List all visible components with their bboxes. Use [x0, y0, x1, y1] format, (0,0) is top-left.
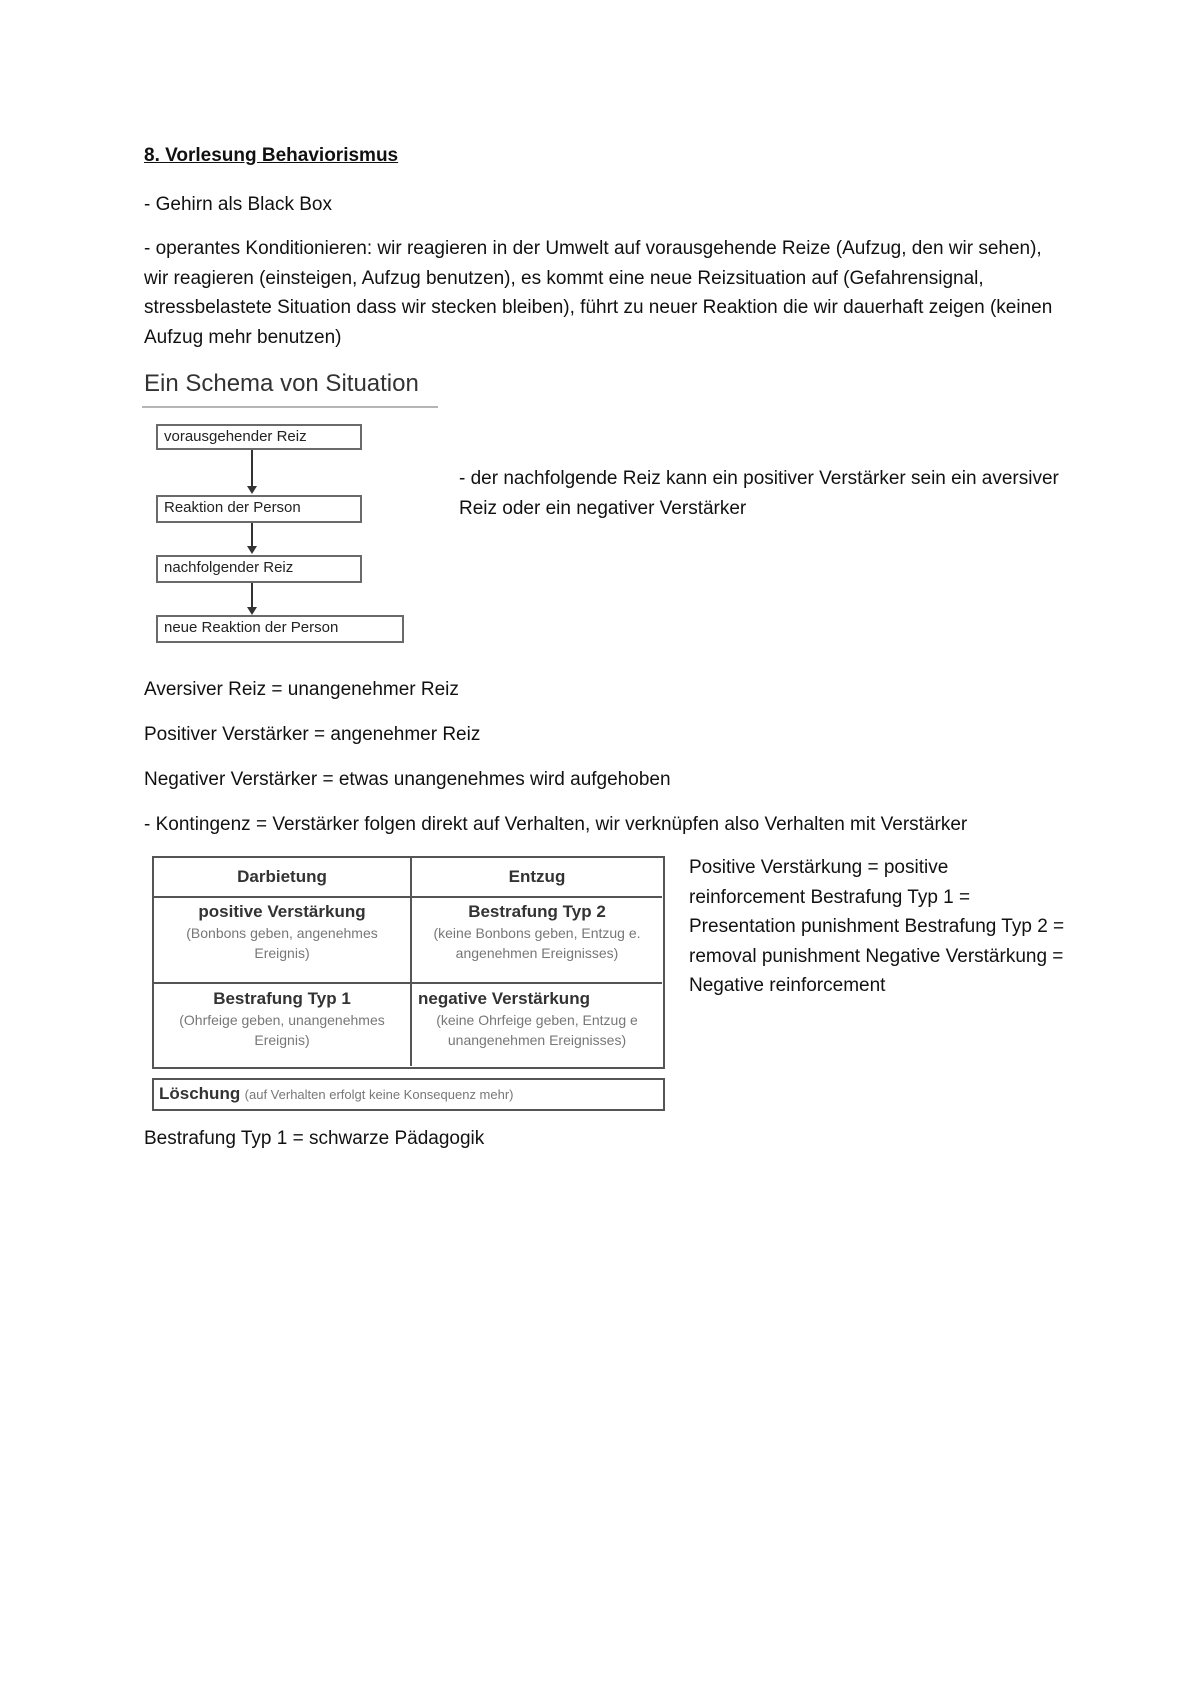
- table-header: Darbietung: [237, 867, 327, 886]
- schema-step: vorausgehender Reiz: [156, 424, 362, 450]
- table-cell-sub: (Bonbons geben, angenehmes Ereignis): [186, 925, 378, 961]
- schema-arrow-head: [247, 607, 257, 615]
- bullet-contingency: - Kontingenz = Verstärker folgen direkt auf Verhalten, wir verknüpfen also Verhalten mit Verstärker: [144, 814, 968, 835]
- table-cell-sub: (Ohrfeige geben, unangenehmes Ereignis): [179, 1012, 385, 1048]
- loeschung-note: (auf Verhalten erfolgt keine Konsequenz mehr): [244, 1087, 514, 1102]
- schema-arrow: [251, 583, 253, 607]
- schema-figure: [140, 370, 440, 650]
- schema-arrow-head: [247, 546, 257, 554]
- schema-arrow-head: [247, 486, 257, 494]
- table-divider: [154, 982, 662, 984]
- table-cell-title: Bestrafung Typ 2: [468, 902, 606, 921]
- table-cell-title: negative Verstärkung: [418, 989, 590, 1008]
- table-cell: [154, 988, 410, 1050]
- paragraph-operant-conditioning: - operantes Konditionieren: wir reagieren in der Umwelt auf vorausgehende Reize (Aufzug, den wir sehen), wir reagieren (einsteigen, Aufzug benutzen), es kommt eine neue Reizsituation auf (Gefahrensignal, stressbelastete Situation dass wir stecken bleiben), führt zu neuer Reaktion die wir dauerhaft zeigen (keinen Aufzug mehr benutzen): [144, 238, 1053, 348]
- table-cell: [412, 901, 662, 963]
- definition-negative: Negativer Verstärker = etwas unangenehmes wird aufgehoben: [144, 769, 671, 790]
- schema-step: Reaktion der Person: [156, 495, 362, 523]
- definition-positive: Positiver Verstärker = angenehmer Reiz: [144, 724, 481, 745]
- table-divider: [154, 896, 662, 898]
- table-cell-sub: (keine Bonbons geben, Entzug e. angenehmen Ereignisses): [433, 925, 641, 961]
- note-punishment: Bestrafung Typ 1 = schwarze Pädagogik: [144, 1128, 485, 1149]
- schema-step: nachfolgender Reiz: [156, 555, 362, 583]
- bullet-black-box: - Gehirn als Black Box: [144, 194, 332, 215]
- table-cell: [412, 988, 662, 1050]
- page-title: 8. Vorlesung Behaviorismus: [144, 145, 399, 166]
- loeschung-box: [152, 1078, 665, 1111]
- table-cell-title: positive Verstärkung: [198, 902, 366, 921]
- schema-title-underline: [142, 406, 438, 408]
- side-note-reinforcer: - der nachfolgende Reiz kann ein positiver Verstärker sein ein aversiver Reiz oder ein negativer Verstärker: [459, 468, 1059, 519]
- table-cell-title: Bestrafung Typ 1: [213, 989, 351, 1008]
- table-header: Entzug: [508, 867, 566, 886]
- table-cell-sub: (keine Ohrfeige geben, Entzug e unangenehmen Ereignisses): [436, 1012, 638, 1048]
- schema-arrow: [251, 450, 253, 486]
- loeschung-title: Löschung: [159, 1084, 241, 1103]
- schema-title: Ein Schema von Situation: [144, 370, 419, 397]
- table-cell: [154, 901, 410, 963]
- definition-aversive: Aversiver Reiz = unangenehmer Reiz: [144, 679, 459, 700]
- schema-step: neue Reaktion der Person: [156, 615, 404, 643]
- glossary-english-terms: Positive Verstärkung = positive reinforcement Bestrafung Typ 1 = Presentation punishment Bestrafung Typ 2 = removal punishment Negative Verstärkung = Negative reinforcement: [689, 857, 1065, 996]
- schema-arrow: [251, 523, 253, 546]
- reinforcement-table: [152, 856, 665, 1069]
